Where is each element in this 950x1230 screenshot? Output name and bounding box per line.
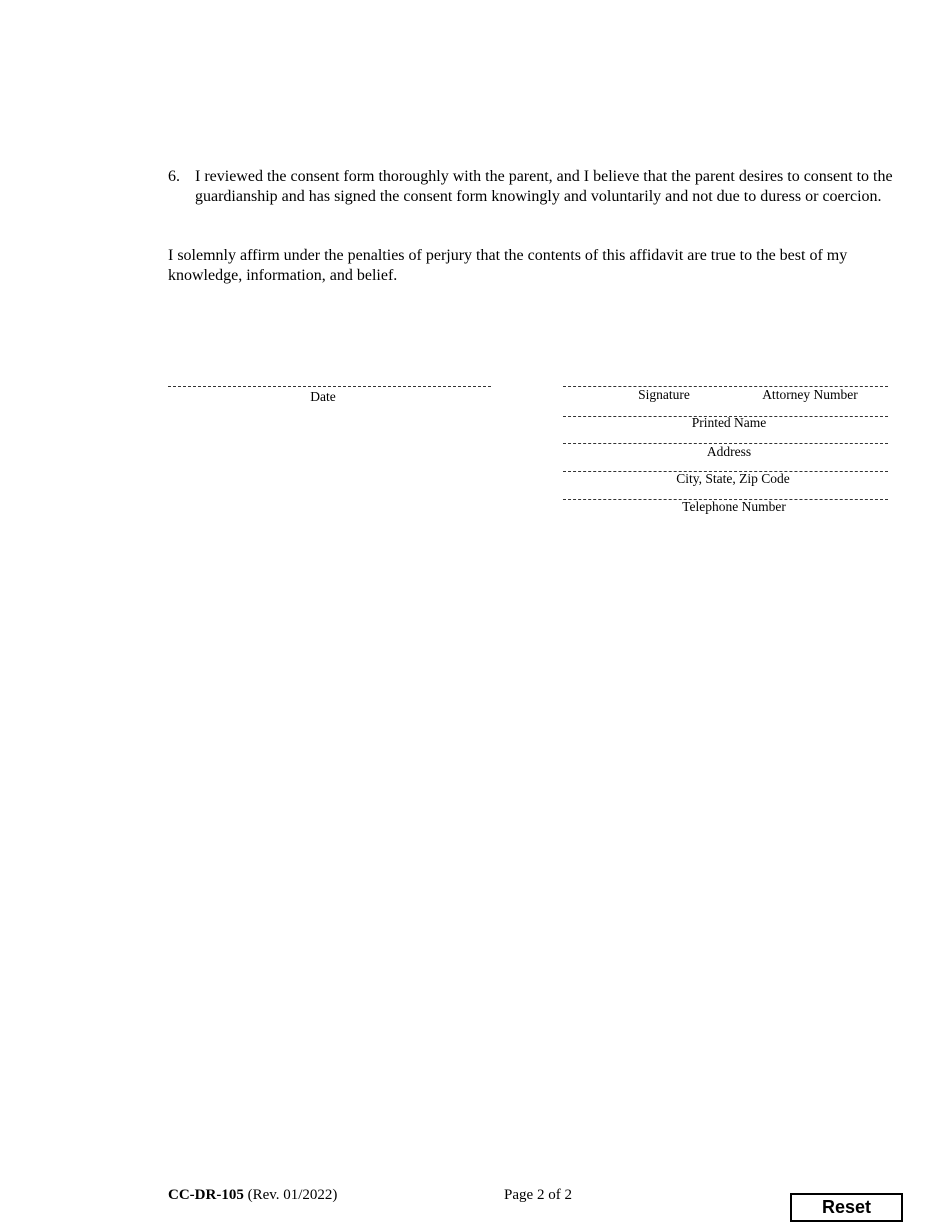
form-code: CC-DR-105 <box>168 1187 244 1203</box>
telephone-label: Telephone Number <box>682 499 786 514</box>
perjury-affirmation: I solemnly affirm under the penalties of perjury that the contents of this affidavit are true to the best of my knowledge, information, and belief. <box>168 247 848 284</box>
form-identifier <box>168 1186 337 1204</box>
attorney-number-label: Attorney Number <box>762 387 858 402</box>
page-number: Page 2 of 2 <box>504 1187 572 1203</box>
address-label: Address <box>706 444 752 459</box>
date-label: Date <box>310 389 336 404</box>
paragraph-number: 6. <box>168 168 180 185</box>
reset-button[interactable]: Reset <box>790 1193 903 1222</box>
date-line[interactable] <box>168 386 491 387</box>
signature-label: Signature <box>638 387 690 402</box>
numbered-paragraph-6 <box>168 167 908 207</box>
form-revision: (Rev. 01/2022) <box>247 1187 338 1203</box>
city-state-zip-label: City, State, Zip Code <box>676 471 790 486</box>
paragraph-text: I reviewed the consent form thoroughly with the parent, and I believe that the parent desires to consent to the guardianship and has signed the consent form knowingly and voluntarily and not due to duress or coercion. <box>195 168 893 205</box>
printed-name-label: Printed Name <box>691 415 767 430</box>
